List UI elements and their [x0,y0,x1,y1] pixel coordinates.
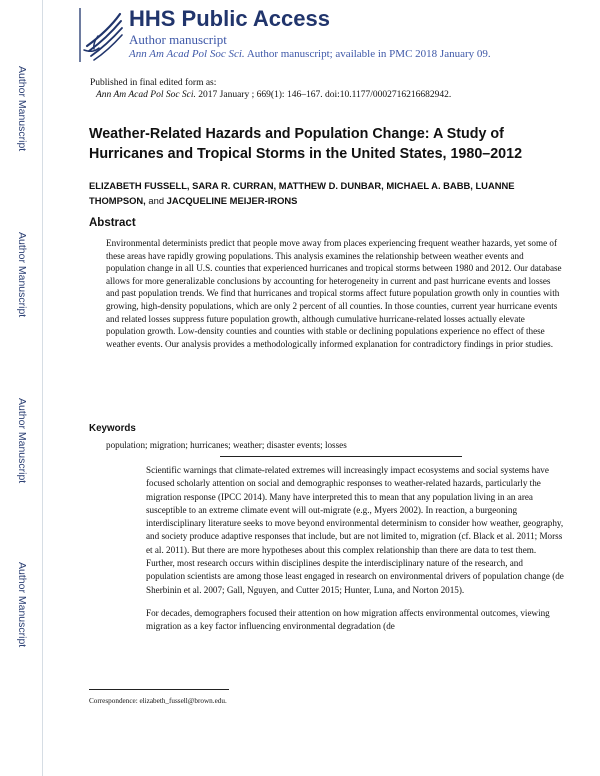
keywords-text: population; migration; hurricanes; weather; disaster events; losses [106,440,347,450]
published-label: Published in final edited form as: [90,78,217,88]
hhs-public-access-title: HHS Public Access [129,6,330,31]
authors-main: ELIZABETH FUSSELL, SARA R. CURRAN, MATTHEW D. DUNBAR, MICHAEL A. BABB, LUANNE THOMPSON, [89,180,515,206]
citation-details: 2017 January ; 669(1): 146–167. doi:10.1177/0002716216682942. [195,90,452,100]
author-manuscript-label: Author Manuscript [16,562,28,648]
author-manuscript-label: Author Manuscript [16,232,28,318]
sidebar [0,0,43,776]
body-text [146,464,564,644]
body-paragraph: For decades, demographers focused their attention on how migration affects environmental outcomes, viewing migration as a key factor influencing environmental degradation (de [146,607,550,632]
authors-last: JACQUELINE MEIJER-IRONS [166,195,298,206]
correspondence-footnote: Correspondence: elizabeth_fussell@brown.edu. [89,697,227,705]
abstract-heading: Abstract [89,217,136,229]
hhs-eagle-logo-icon [78,6,126,64]
abstract-text: Environmental determinists predict that people move away from places experiencing frequent weather hazards, yet some of these areas have rapidly growing populations. This analysis examines the relationship between weather events and population change in all U.S. counties that experienced hurricanes and tropical storms between 1980 and 2012. Our database allows for more generalizable conclusions by accounting for heterogeneity in current and past hurricane events and losses and past population trends. We find that hurricanes and tropical storms affect future population growth only in counties with growing, high-density populations, which are only 2 percent of all counties. In those counties, current year hurricane events and related losses suppress future population growth, although cumulative hurricane-related losses actually elevate population growth. Low-density counties and counties with stable or declining populations experience no effect of these weather events. Our analysis provides a methodologically informed explanation for contradictory findings in prior studies. [106,238,562,349]
citation [90,89,451,101]
author-manuscript-subtitle: Author manuscript [129,32,227,47]
citation-journal: Ann Am Acad Pol Soc Sci. [96,90,196,100]
article-title: Weather-Related Hazards and Population Change: A Study of Hurricanes and Tropical Storms in the United States, 1980–2012 [89,126,523,162]
section-divider [220,456,462,457]
hhs-header [78,6,578,68]
journal-name: Ann Am Acad Pol Soc Sci. [129,48,245,60]
footnote-divider [89,689,229,690]
journal-availability-line [129,47,491,61]
author-manuscript-label: Author Manuscript [16,398,28,484]
availability-text: Author manuscript; available in PMC 2018 January 09. [244,48,491,60]
author-manuscript-label: Author Manuscript [16,66,28,152]
keywords-heading: Keywords [89,423,136,434]
publication-info [90,77,451,101]
body-paragraph: Scientific warnings that climate-related extremes will increasingly impact ecosystems and social systems have focused scholarly attention on social and demographic responses to weather-related hazards, particularly the migration response (IPCC 2014). Many have interpreted this to mean that any population living in an area susceptible to an extreme climate event will out-migrate (e.g., Myers 2002). In reaction, a burgeoning interdisciplinary literature seeks to move beyond environmental determinism to consider how weather, geography, and society produce adaptive responses that include, but are not limited to, migration (cf. Black et al. 2011; Morss et al. 2011). But there are more hypotheses about this complex relationship than there are data to test them. Further, most research occurs within disciplines despite the interdisciplinary nature of the research, and population scientists are among those least engaged in research on environmental drivers of population change (de Sherbinin et al. 2007; Gall, Nguyen, and Cutter 2015; Hunter, Luna, and Norton 2015). [146,465,564,595]
authors-conjunction: and [145,195,167,206]
author-list [89,178,559,208]
